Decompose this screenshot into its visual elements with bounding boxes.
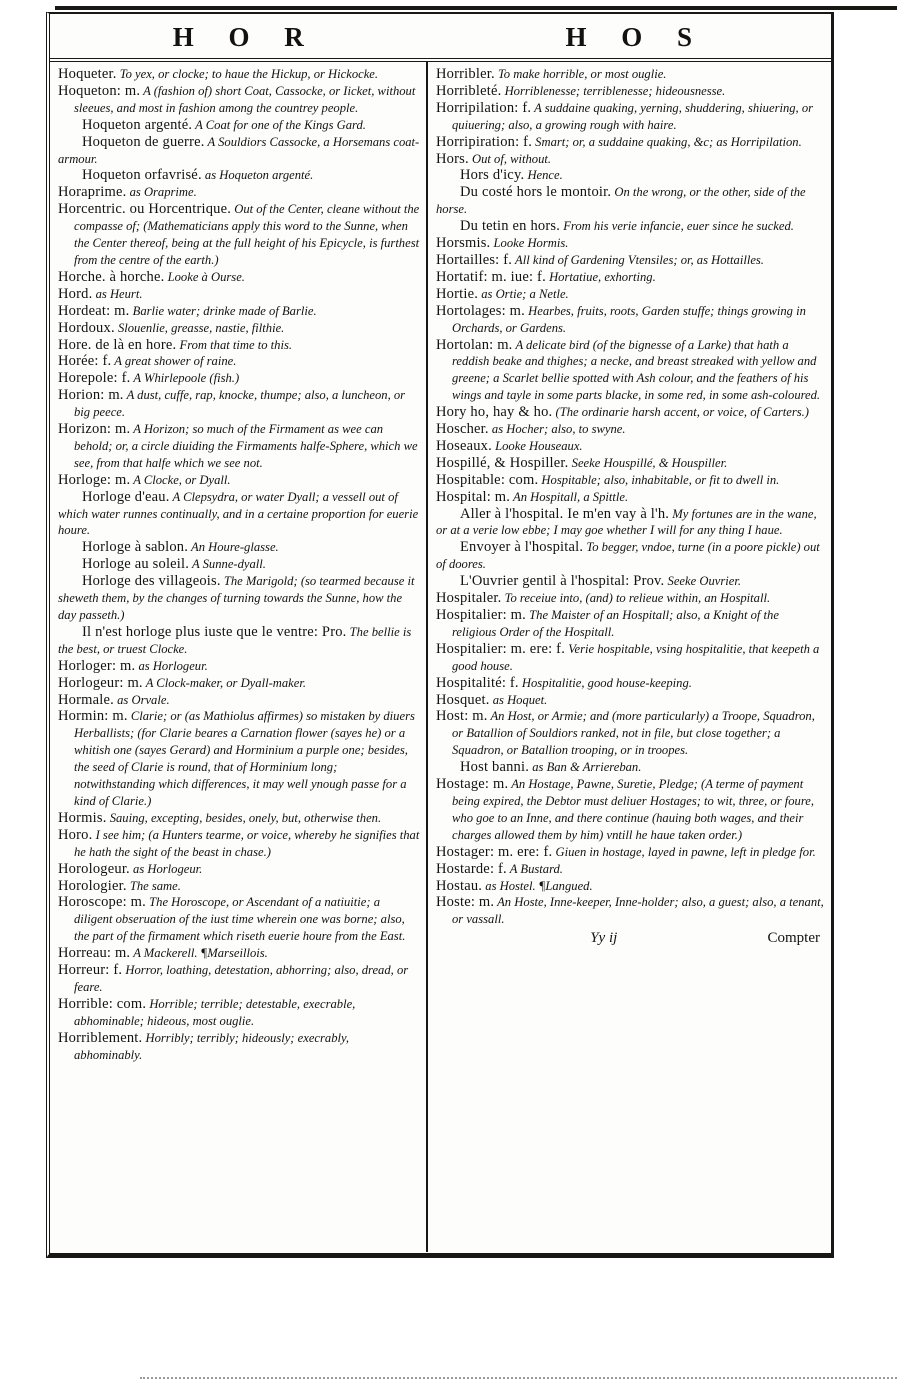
entry-headword: Hors d'icy. [460, 167, 525, 184]
entry-gloss: Sauing, excepting, besides, onely, but, otherwise then. [109, 810, 382, 825]
entry-headword: Hormin: m. [58, 708, 128, 725]
signature-mark: Yy ij [590, 930, 618, 947]
entry-gloss: A Clock-maker, or Dyall-maker. [145, 675, 306, 690]
entry-headword: Hortatif: m. iue: f. [436, 268, 546, 285]
entry-headword: Horoscope: m. [58, 894, 146, 911]
dictionary-entry [58, 827, 420, 861]
entry-gloss: An Host, or Armie; and (more particularly) a Troope, Squadron, or Batallion of Souldiors ranked, not in file, but close together; a Squadron, or Batallion trooping, or in troopes. [452, 709, 815, 758]
entry-headword: Hoseaux. [436, 437, 492, 454]
dictionary-entry [436, 590, 824, 607]
entry-headword: Hoqueton argenté. [82, 116, 193, 133]
entry-headword: Hormis. [58, 809, 107, 826]
entry-headword: Horlogeur: m. [58, 674, 143, 691]
entry-gloss: From that time to this. [179, 337, 293, 352]
entry-gloss: Looke Hormis. [493, 236, 569, 251]
entry-gloss: Looke à Ourse. [167, 269, 245, 284]
entry-headword: Aller à l'hospital. Ie m'en vay à l'h. [460, 505, 670, 522]
dictionary-entry [58, 539, 420, 556]
dictionary-entry [58, 337, 420, 354]
entry-gloss: Seeke Ouvrier. [667, 574, 741, 589]
entry-headword: Horion: m. [58, 387, 124, 404]
entry-headword: Hortie. [436, 285, 479, 302]
entry-gloss: From his verie infancie, euer since he sucked. [563, 219, 794, 234]
entry-headword: Hortailles: f. [436, 251, 513, 268]
entry-headword: Horloge à sablon. [82, 539, 189, 556]
dictionary-entry [436, 83, 824, 100]
entry-gloss: Clarie; or (as Mathiolus affirmes) so mistaken by diuers Herballists; (for Clarie beares a Carnation flower (sayes he) or a whitish one (sayes Gerard) and Horminium a purple one; besides, the seed of Clarie is round, that of Horminium long; notwithstanding which differences, it may well ynough passe for a kind of Clarie.) [74, 709, 415, 808]
entry-headword: Hospitalier: m. ere: f. [436, 640, 566, 657]
dictionary-entry [58, 556, 420, 573]
running-head [50, 14, 831, 62]
entry-gloss: My fortunes are in the wane, or at a verie low ebbe; I may goe whether I will for any thing I haue. [436, 506, 817, 538]
dictionary-entry [58, 303, 420, 320]
entry-gloss: The same. [129, 878, 181, 893]
entry-headword: Hoqueton orfavrisé. [82, 167, 202, 184]
dictionary-entry [58, 945, 420, 962]
entry-gloss: All kind of Gardening Vtensiles; or, as Hottailles. [515, 252, 764, 267]
entry-headword: Horche. à horche. [58, 268, 165, 285]
entry-headword: Hosquet. [436, 691, 490, 708]
dictionary-entry [58, 878, 420, 895]
entry-gloss: Horribly; terribly; hideously; execrably, abhominably. [74, 1030, 350, 1062]
entry-gloss: The Horoscope, or Ascendant of a natiuitie; a diligent obseruation of the iust time wherein one was borne; also, the part of the firmament which riseth euerie houre from the East. [74, 895, 406, 944]
entry-headword: Hostau. [436, 877, 483, 894]
entry-gloss: To receiue into, (and) to relieue within, an Hospitall. [504, 591, 771, 606]
entry-headword: Horloge des villageois. [82, 573, 221, 590]
entry-gloss: A suddaine quaking, yerning, shuddering, shiuering, or quiuering; also, a growing rough with haire. [452, 100, 814, 132]
dictionary-entry [58, 286, 420, 303]
entry-headword: Horripiration: f. [436, 133, 533, 150]
entry-gloss: A delicate bird (of the bignesse of a Larke) that hath a reddish beake and thighes; a necke, and breast streaked with yellow and greene; a Scarlet bellie spotted with Ash colour, and the feathers of his wings and tayle in some parts blacke, in some red, in some ash-coloured. [452, 337, 821, 403]
entry-headword: Hors. [436, 150, 469, 167]
entry-headword: Horologeur. [58, 860, 130, 877]
dictionary-entry [58, 387, 420, 421]
dictionary-entry [58, 134, 420, 168]
dictionary-entry [436, 438, 824, 455]
dictionary-entry [58, 167, 420, 184]
entry-headword: Horloge au soleil. [82, 556, 190, 573]
entry-gloss: To begger, vndoe, turne (in a poore pickle) out of doores. [436, 540, 820, 572]
dictionary-entry [58, 489, 420, 540]
dictionary-entry [58, 861, 420, 878]
entry-headword: Hospitalité: f. [436, 674, 519, 691]
entry-gloss: A Souldiors Cassocke, a Horsemans coat-armour. [58, 134, 420, 166]
dictionary-entry [436, 151, 824, 168]
entry-headword: Du tetin en hors. [460, 218, 561, 235]
entry-headword: Horologier. [58, 877, 127, 894]
entry-headword: Horée: f. [58, 353, 112, 370]
entry-gloss: An Houre-glasse. [191, 540, 279, 555]
entry-gloss: as Hostel. ¶Langued. [485, 878, 593, 893]
entry-gloss: as Heurt. [95, 286, 143, 301]
entry-gloss: A dust, cuffe, rap, knocke, thumpe; also, a luncheon, or big peece. [74, 388, 406, 420]
entry-gloss: A great shower of raine. [114, 354, 237, 369]
entry-headword: Du costé hors le montoir. [460, 184, 612, 201]
entry-headword: Hoqueton: m. [58, 82, 141, 99]
entry-gloss: as Horlogeur. [133, 861, 203, 876]
entry-gloss: Out of the Center, cleane without the compasse of; (Mathematicians apply this word to the Sunne, when the Center thereof, being at the full height of his Epicycle, is furthest from the centre of the earth.) [74, 202, 420, 267]
dictionary-entry [58, 708, 420, 809]
entry-gloss: A Coat for one of the Kings Gard. [195, 117, 366, 132]
entry-headword: Envoyer à l'hospital. [460, 539, 584, 556]
entry-headword: Hore. de là en hore. [58, 336, 177, 353]
dictionary-entry [436, 235, 824, 252]
entry-headword: Hoste: m. [436, 894, 495, 911]
dictionary-entry [436, 66, 824, 83]
dictionary-entry [436, 472, 824, 489]
entry-headword: Hoscher. [436, 421, 489, 438]
entry-gloss: Hospitable; also, inhabitable, or fit to dwell in. [541, 472, 780, 487]
entry-gloss: A Bustard. [509, 861, 563, 876]
entry-gloss: To make horrible, or most ouglie. [497, 67, 667, 81]
entry-gloss: The bellie is the best, or truest Clocke. [58, 624, 412, 656]
dictionary-entry [436, 861, 824, 878]
entry-headword: Hospital: m. [436, 488, 511, 505]
dictionary-entry [58, 624, 420, 658]
entry-gloss: Horrible; terrible; detestable, execrable, abhominable; hideous, most ouglie. [74, 996, 356, 1028]
catchword: Compter [767, 930, 820, 947]
entry-headword: Hospitalier: m. [436, 607, 526, 623]
entry-gloss: as Horlogeur. [138, 658, 208, 673]
entry-headword: Horepole: f. [58, 370, 131, 387]
entry-headword: Hortolan: m. [436, 336, 513, 353]
scan-artifact-line [140, 1377, 897, 1381]
entry-gloss: Hospitalitie, good house-keeping. [521, 675, 692, 690]
dictionary-entry [436, 607, 824, 641]
entry-gloss: A Clocke, or Dyall. [133, 472, 231, 487]
dictionary-entry [436, 184, 824, 218]
dictionary-entry [436, 252, 824, 269]
dictionary-entry [436, 455, 824, 472]
entry-headword: Hormale. [58, 691, 114, 708]
dictionary-entry [436, 573, 824, 590]
running-head-left: H O R [172, 21, 318, 52]
dictionary-entry [58, 962, 420, 996]
dictionary-entry [436, 269, 824, 286]
dictionary-entry [58, 66, 420, 83]
entry-gloss: Giuen in hostage, layed in pawne, left in pledge for. [555, 844, 816, 859]
entry-gloss: A Mackerell. ¶Marseillois. [133, 946, 268, 961]
entry-gloss: as Oraprime. [129, 185, 197, 200]
dictionary-entry [58, 370, 420, 387]
entry-gloss: Horriblenesse; terriblenesse; hideousnesse. [504, 83, 726, 98]
running-head-right: H O S [565, 21, 707, 52]
entry-gloss: Out of, without. [471, 151, 552, 166]
entry-gloss: Verie hospitable, vsing hospitalitie, that keepeth a good house. [452, 641, 820, 673]
text-columns [50, 62, 831, 1252]
dictionary-entry [58, 1030, 420, 1064]
left-column [50, 62, 428, 1252]
dictionary-entry [436, 506, 824, 540]
entry-gloss: Hence. [527, 168, 563, 183]
entry-headword: Horcentric. ou Horcentrique. [58, 201, 232, 218]
dictionary-entry [58, 894, 420, 945]
entry-headword: L'Ouvrier gentil à l'hospital: Prov. [460, 573, 665, 590]
entry-headword: Hostarde: f. [436, 860, 507, 877]
dictionary-entry [58, 692, 420, 709]
entry-headword: Il n'est horloge plus iuste que le ventre: Pro. [82, 623, 347, 640]
entry-gloss: A Clepsydra, or water Dyall; a vessell out of which water runnes continually, and in a certaine proportion for euerie houre. [58, 489, 419, 538]
entry-gloss: as Hocher; also, to swyne. [491, 422, 626, 437]
entry-headword: Host banni. [460, 759, 530, 776]
entry-gloss: The Marigold; (so tearmed because it sheweth them, by the changes of turning towards the Sunne, how the day passeth.) [58, 574, 415, 622]
dictionary-entry [436, 218, 824, 235]
entry-headword: Horaprime. [58, 184, 127, 201]
entry-gloss: as Hoqueton argenté. [204, 168, 314, 183]
dictionary-entry [436, 692, 824, 709]
entry-gloss: (The ordinarie harsh accent, or voice, of Carters.) [555, 405, 810, 420]
column-footer [436, 930, 824, 947]
dictionary-entry [58, 83, 420, 117]
dictionary-entry [58, 996, 420, 1030]
dictionary-entry [58, 658, 420, 675]
entry-headword: Hospillé, & Hospiller. [436, 454, 569, 471]
dictionary-entry [436, 489, 824, 506]
entry-gloss: as Orvale. [117, 692, 170, 707]
entry-headword: Horloge: m. [58, 471, 131, 488]
entry-headword: Horo. [58, 826, 93, 843]
dictionary-entry [436, 421, 824, 438]
dictionary-entry [58, 320, 420, 337]
entry-headword: Hostager: m. ere: f. [436, 843, 553, 860]
entry-headword: Hordoux. [58, 319, 115, 336]
entry-headword: Horribleté. [436, 82, 502, 99]
entry-headword: Horizon: m. [58, 421, 131, 438]
entry-gloss: Seeke Houspillé, & Houspiller. [571, 455, 728, 470]
dictionary-entry [436, 776, 824, 844]
dictionary-entry [436, 675, 824, 692]
dictionary-entry [58, 810, 420, 827]
dictionary-entry [436, 844, 824, 861]
entry-headword: Horreur: f. [58, 962, 123, 979]
dictionary-entry [436, 708, 824, 759]
entry-headword: Hord. [58, 285, 93, 302]
dictionary-entry [58, 269, 420, 286]
entry-headword: Host: m. [436, 708, 488, 725]
dictionary-entry [436, 878, 824, 895]
entry-gloss: as Ortie; a Netle. [481, 286, 569, 301]
dictionary-entry [436, 286, 824, 303]
entry-headword: Horrible: com. [58, 995, 147, 1012]
entry-gloss: A Sunne-dyall. [192, 557, 266, 572]
dictionary-entry [436, 337, 824, 405]
dictionary-entry [58, 421, 420, 472]
entry-gloss: An Hospitall, a Spittle. [513, 489, 629, 504]
dictionary-entry [436, 641, 824, 675]
entry-headword: Hory ho, hay & ho. [436, 404, 553, 421]
entry-gloss: On the wrong, or the other, side of the horse. [436, 185, 806, 217]
entry-gloss: An Hostage, Pawne, Suretie, Pledge; (A terme of payment being expired, the Debtor must deliuer Hostages; to wit, three, or foure, who goe to an Inne, and there continue (hauing both wages, and their charges allowed them by him) vntill he haue taken order.) [452, 777, 815, 842]
entry-gloss: Horror, loathing, detestation, abhorring; also, dread, or feare. [74, 963, 409, 994]
entry-headword: Horsmis. [436, 235, 491, 252]
entry-headword: Horribler. [436, 66, 495, 82]
entry-gloss: Slouenlie, greasse, nastie, filthie. [117, 320, 285, 335]
entry-gloss: A (fashion of) short Coat, Cassocke, or Iicket, without sleeues, and most in fashion among the countrey people. [74, 83, 416, 115]
dictionary-entry [58, 184, 420, 201]
entry-headword: Hortolages: m. [436, 302, 525, 319]
dictionary-entry [58, 675, 420, 692]
dictionary-entry [436, 100, 824, 134]
entry-headword: Hospitaler. [436, 590, 502, 607]
entry-headword: Hoqueton de guerre. [82, 133, 205, 150]
dictionary-entry [436, 759, 824, 776]
entry-headword: Horriblement. [58, 1029, 143, 1046]
entry-headword: Horreau: m. [58, 945, 131, 962]
page-frame [46, 12, 834, 1258]
dictionary-entry [58, 117, 420, 134]
entry-headword: Horripilation: f. [436, 99, 532, 116]
entry-gloss: A Whirlepoole (fish.) [133, 371, 240, 386]
entry-gloss: Barlie water; drinke made of Barlie. [132, 303, 317, 318]
dictionary-entry [58, 353, 420, 370]
dictionary-entry [436, 404, 824, 421]
entry-gloss: An Hoste, Inne-keeper, Inne-holder; also, a guest; also, a tenant, or vassall. [452, 895, 824, 927]
entry-headword: Hordeat: m. [58, 302, 130, 319]
entry-gloss: To yex, or clocke; to haue the Hickup, or Hickocke. [119, 67, 379, 81]
entry-headword: Hostage: m. [436, 776, 509, 793]
entry-gloss: I see him; (a Hunters tearme, or voice, whereby he signifies that he hath the sight of the beast in chase.) [74, 827, 420, 859]
dictionary-entry [436, 894, 824, 928]
dictionary-entry [436, 539, 824, 573]
entry-headword: Horloger: m. [58, 657, 136, 674]
right-column [428, 62, 830, 1252]
entry-gloss: Hortatiue, exhorting. [549, 269, 656, 284]
top-rule [55, 6, 897, 10]
entry-headword: Horloge d'eau. [82, 488, 170, 505]
dictionary-entry [436, 303, 824, 337]
dictionary-entry [58, 472, 420, 489]
entry-gloss: as Hoquet. [492, 692, 548, 707]
entry-headword: Hoqueter. [58, 66, 117, 82]
dictionary-entry [58, 573, 420, 624]
entry-gloss: A Horizon; so much of the Firmament as wee can behold; or, a circle diuiding the Firmaments halfe-Sphere, which we see, from that halfe which we see not. [74, 422, 418, 470]
dictionary-entry [58, 201, 420, 269]
dictionary-entry [436, 134, 824, 151]
entry-gloss: as Ban & Arriereban. [532, 760, 642, 775]
entry-headword: Hospitable: com. [436, 471, 539, 488]
entry-gloss: Hearbes, fruits, roots, Garden stuffe; things growing in Orchards, or Gardens. [452, 303, 806, 335]
entry-gloss: The Maister of an Hospitall; also, a Knight of the religious Order of the Hospitall. [452, 608, 779, 639]
entry-gloss: Smart; or, a suddaine quaking, &c; as Horripilation. [535, 134, 802, 149]
entry-gloss: Looke Houseaux. [495, 438, 583, 453]
dictionary-entry [436, 167, 824, 184]
